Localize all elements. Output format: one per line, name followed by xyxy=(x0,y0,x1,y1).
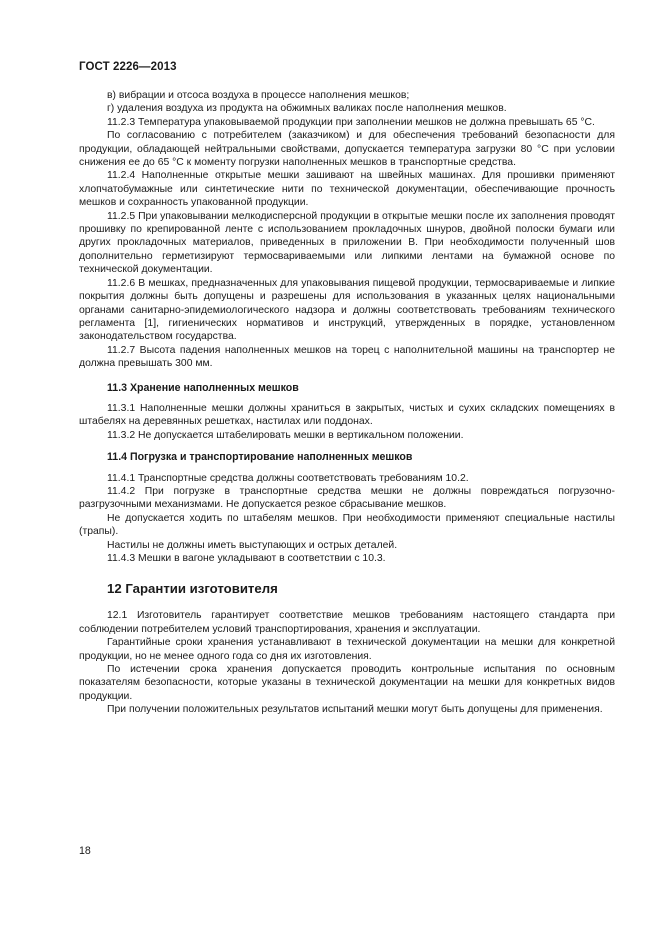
paragraph: 11.4.2 При погрузке в транспортные средства мешки не должны повреждаться погрузочно-разгрузочными механизмами. Не допускается резкое сбрасывание мешков. xyxy=(79,485,615,511)
paragraph: 11.2.3 Температура упаковываемой продукции при заполнении мешков не должна превышать 65 °С. xyxy=(107,116,595,128)
paragraph: 11.3.2 Не допускается штабелировать мешки в вертикальном положении. xyxy=(107,429,464,441)
paragraph: 11.2.5 При упаковывании мелкодисперсной продукции в открытые мешки после их заполнения проводят прошивку по крепированной ленте с использованием прокладочных шнуров, двойной полоски бумаги или других прокладочных материалов, приведенных в приложении В. При необходимости полученный шов дополнительно герметизируют термосвариваемыми или липкими лентами на бумажной основе по технической документации. xyxy=(79,210,615,276)
paragraph: 11.3.1 Наполненные мешки должны храниться в закрытых, чистых и сухих складских помещениях в штабелях на деревянных решетках, настилах или поддонах. xyxy=(79,402,615,428)
paragraph: 11.4.3 Мешки в вагоне укладывают в соответствии с 10.3. xyxy=(107,553,386,564)
document-code-header: ГОСТ 2226—2013 xyxy=(79,61,177,73)
paragraph: 11.2.4 Наполненные открытые мешки зашивают на швейных машинах. Для прошивки применяют хлопчатобумажные или синтетические нити по технической документации, обеспечивающие прочность мешков и сохранность упакованной продукции. xyxy=(79,170,615,209)
section-title-warranty: 12 Гарантии изготовителя xyxy=(107,581,278,597)
page-number: 18 xyxy=(79,845,91,857)
paragraph: г) удаления воздуха из продукта на обжимных валиках после наполнения мешков. xyxy=(107,103,507,115)
paragraph: 11.4.1 Транспортные средства должны соответствовать требованиям 10.2. xyxy=(107,472,469,484)
paragraph: в) вибрации и отсоса воздуха в процессе наполнения мешков; xyxy=(107,90,410,101)
document-body xyxy=(79,89,615,717)
paragraph: По согласованию с потребителем (заказчиком) и для обеспечения требований безопасности для продукции, обладающей нейтральными свойствами, допускается температура загрузки 80 °С при условии снижения ее до 65 °С к моменту погрузки наполненных мешков в транспортные средства. xyxy=(79,130,615,169)
paragraph: 12.1 Изготовитель гарантирует соответствие мешков требованиям настоящего стандарта при соблюдении потребителем условий транспортирования, хранения и эксплуатации. xyxy=(79,610,615,635)
paragraph: При получении положительных результатов испытаний мешки могут быть допущены для применения. xyxy=(107,704,603,716)
subsection-title-loading: 11.4 Погрузка и транспортирование наполненных мешков xyxy=(107,451,413,464)
paragraph: Гарантийные сроки хранения устанавливают в технической документации на мешки для конкретной продукции, но не менее одного года со дня их изготовления. xyxy=(79,637,615,662)
paragraph: Настилы не должны иметь выступающих и острых деталей. xyxy=(107,539,398,551)
paragraph: 11.2.6 В мешках, предназначенных для упаковывания пищевой продукции, термосвариваемые и липкие покрытия должны быть допущены и разрешены для использования в указанных целях национальными органами санитарно-эпидемиологического надзора и должны соответствовать требованиям технического регламента [1], гигиенических нормативов и инструкций, утвержденных в порядке, установленном законодательством государства. xyxy=(79,277,615,343)
paragraph: 11.2.7 Высота падения наполненных мешков на торец с наполнительной машины на транспортер не должна превышать 300 мм. xyxy=(79,344,615,370)
paragraph: Не допускается ходить по штабелям мешков. При необходимости применяют специальные настилы (трапы). xyxy=(79,512,615,538)
subsection-title-storage: 11.3 Хранение наполненных мешков xyxy=(107,381,299,394)
paragraph: По истечении срока хранения допускается проводить контрольные испытания по основным показателям безопасности, которые указаны в технической документации на мешки для конкретных видов продукции. xyxy=(79,664,615,702)
